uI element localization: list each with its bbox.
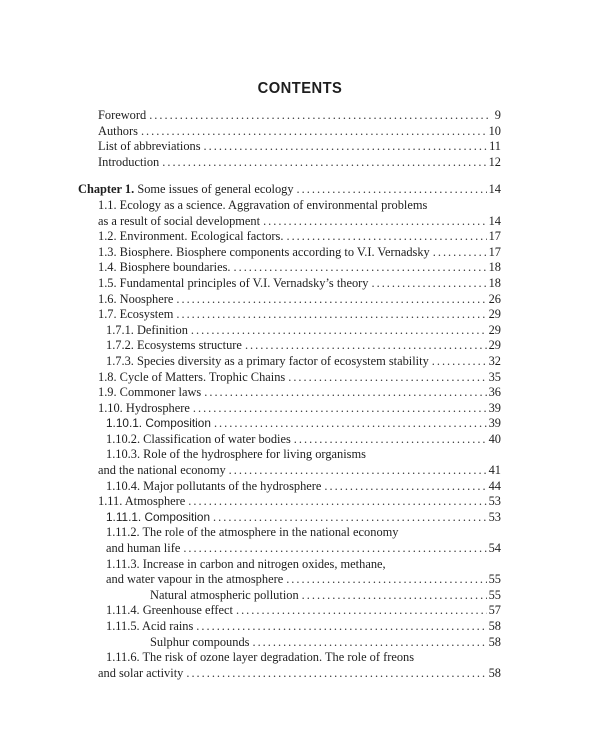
toc-entry-1-7[interactable]: 1.7. Ecosystem ..... 29 xyxy=(78,307,501,323)
page-title: CONTENTS xyxy=(257,80,343,97)
toc-entry-1-2[interactable]: 1.2. Environment. Ecological factors. ..... 17 xyxy=(78,229,501,245)
toc-chapter-1[interactable]: Chapter 1. Some issues of general ecology ..... 14 xyxy=(78,182,501,198)
toc-entry-1-11-2-line1[interactable]: 1.11.2. The role of the atmosphere in the national economy xyxy=(106,525,399,540)
toc-entry-1-3[interactable]: 1.3. Biosphere. Biosphere components according to V.I. Vernadsky ..... 17 xyxy=(78,245,501,261)
toc-entry-foreword[interactable]: Foreword ..... 9 xyxy=(78,108,501,124)
toc-entry-1-11-6-line2[interactable]: and solar activity ..... 58 xyxy=(78,666,501,682)
toc-entry-1-7-1[interactable]: 1.7.1. Definition ..... 29 xyxy=(78,323,501,339)
toc-entry-1-4[interactable]: 1.4. Biosphere boundaries. ..... 18 xyxy=(78,260,501,276)
toc-entry-1-10-1[interactable]: 1.10.1. Composition ..... 39 xyxy=(78,416,501,432)
toc-entry-1-11[interactable]: 1.11. Atmosphere ..... 53 xyxy=(78,494,501,510)
toc-entry-1-1-line1[interactable]: 1.1. Ecology as a science. Aggravation of environmental problems xyxy=(98,197,428,212)
toc-entry-introduction[interactable]: Introduction ..... 12 xyxy=(78,155,501,171)
toc-entry-1-11-2-line2[interactable]: and human life ..... 54 xyxy=(78,541,501,557)
toc-entry-1-8[interactable]: 1.8. Cycle of Matters. Trophic Chains ..... 35 xyxy=(78,370,501,386)
toc-entry-authors[interactable]: Authors ..... 10 xyxy=(78,124,501,140)
toc-entry-1-7-3[interactable]: 1.7.3. Species diversity as a primary factor of ecosystem stability ..... 32 xyxy=(78,354,501,370)
toc-entry-1-10-3-line2[interactable]: and the national economy ..... 41 xyxy=(78,463,501,479)
toc-entry-sulphur-compounds[interactable]: Sulphur compounds ..... 58 xyxy=(78,635,501,651)
toc-entry-1-11-5[interactable]: 1.11.5. Acid rains ..... 58 xyxy=(78,619,501,635)
toc-entry-1-11-3-line1[interactable]: 1.11.3. Increase in carbon and nitrogen oxides, methane, xyxy=(106,556,386,571)
toc-entry-1-10-2[interactable]: 1.10.2. Classification of water bodies ..... 40 xyxy=(78,432,501,448)
toc-entry-1-11-1[interactable]: 1.11.1. Composition ..... 53 xyxy=(78,510,501,526)
toc-entry-1-11-4[interactable]: 1.11.4. Greenhouse effect ..... 57 xyxy=(78,603,501,619)
toc-entry-1-11-3-line2[interactable]: and water vapour in the atmosphere ..... 55 xyxy=(78,572,501,588)
toc-entry-1-1-line2[interactable]: as a result of social development ..... 14 xyxy=(78,214,501,230)
table-of-contents xyxy=(78,108,501,681)
toc-entry-natural-pollution[interactable]: Natural atmospheric pollution ..... 55 xyxy=(78,588,501,604)
toc-entry-1-9[interactable]: 1.9. Commoner laws ..... 36 xyxy=(78,385,501,401)
toc-entry-1-10[interactable]: 1.10. Hydrosphere ..... 39 xyxy=(78,401,501,417)
toc-entry-1-6[interactable]: 1.6. Noosphere ..... 26 xyxy=(78,292,501,308)
toc-entry-1-5[interactable]: 1.5. Fundamental principles of V.I. Vernadsky’s theory ..... 18 xyxy=(78,276,501,292)
toc-entry-1-11-6-line1[interactable]: 1.11.6. The risk of ozone layer degradation. The role of freons xyxy=(106,650,415,665)
toc-entry-1-10-3-line1[interactable]: 1.10.3. Role of the hydrosphere for living organisms xyxy=(106,447,366,462)
toc-entry-1-7-2[interactable]: 1.7.2. Ecosystems structure ..... 29 xyxy=(78,338,501,354)
toc-entry-1-10-4[interactable]: 1.10.4. Major pollutants of the hydrosphere ..... 44 xyxy=(78,479,501,495)
toc-entry-abbreviations[interactable]: List of abbreviations ..... 11 xyxy=(78,139,501,155)
